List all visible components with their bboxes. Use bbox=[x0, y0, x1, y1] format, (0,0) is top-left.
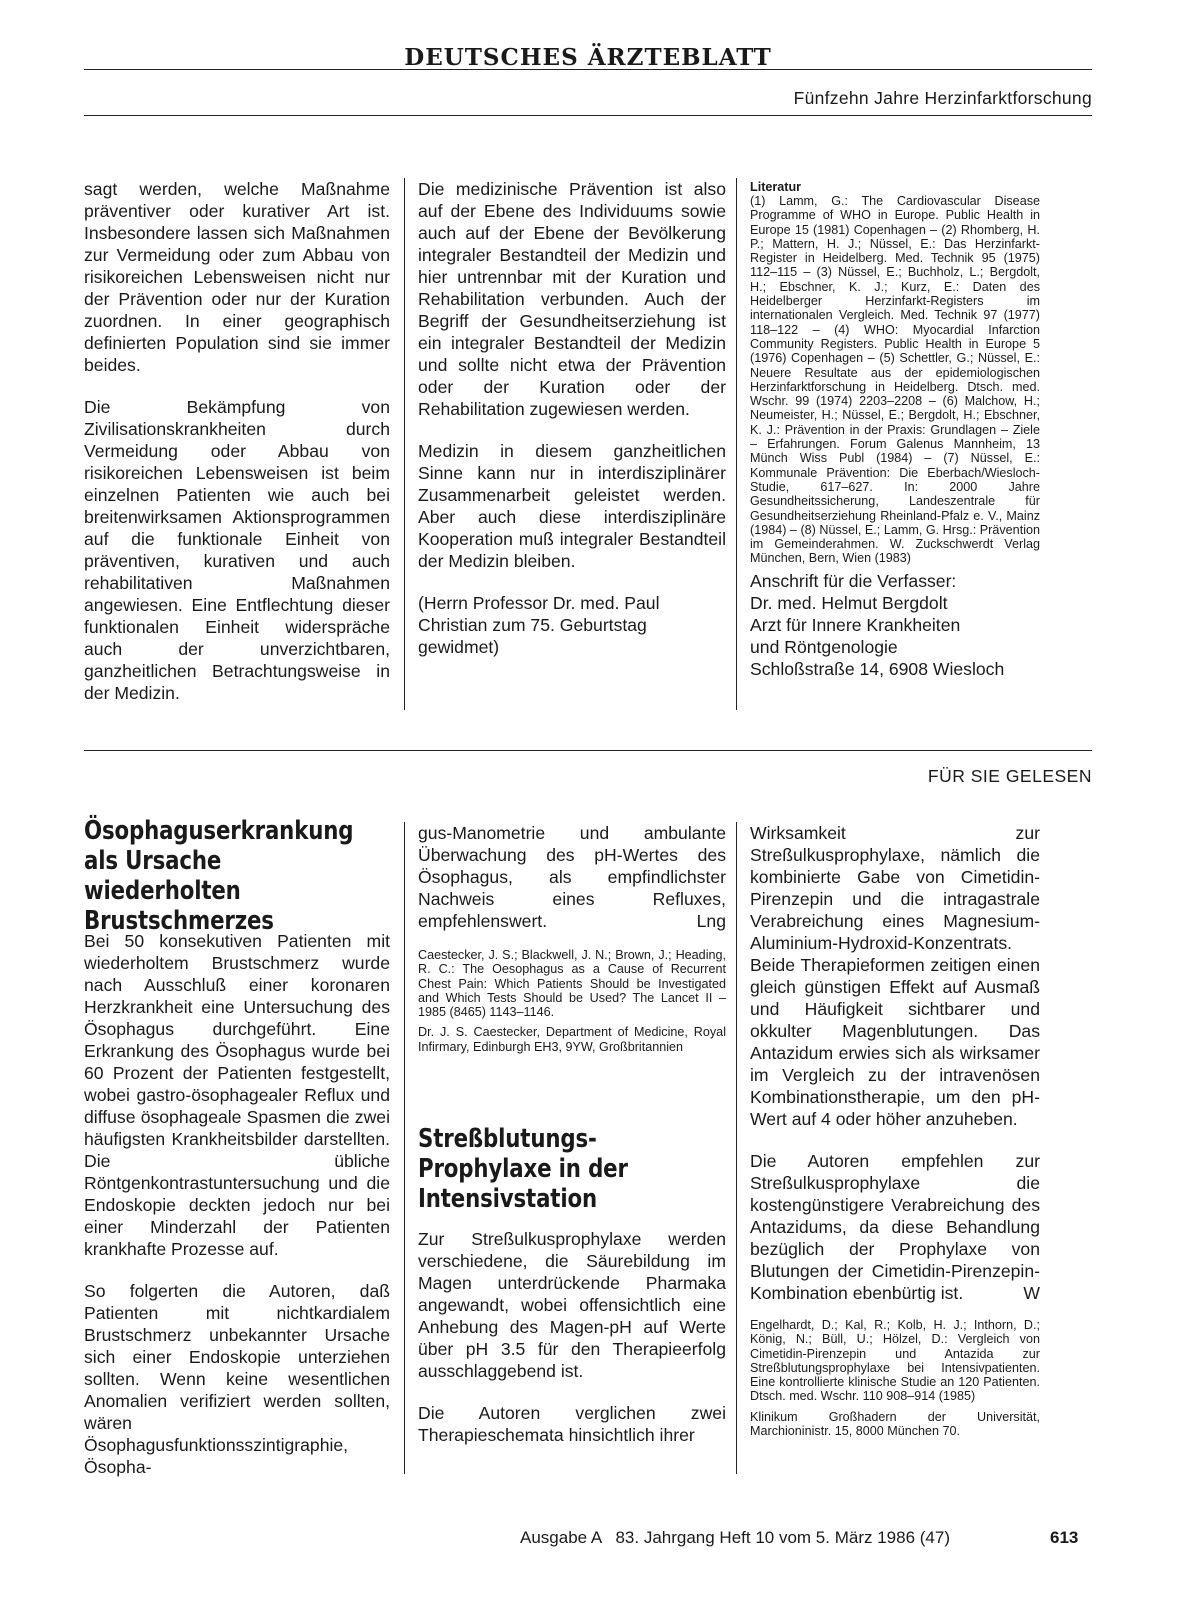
article2-column-1 bbox=[84, 930, 390, 1498]
article2-affiliation: Dr. J. S. Caestecker, Department of Medicine, Royal Infirmary, Edinburgh EH3, 9YW, Großbritannien bbox=[418, 1025, 726, 1054]
article3-signature: W bbox=[1023, 1283, 1040, 1303]
article1-paragraph: Die medizinische Prävention ist also auf der Ebene des Individuums sowie auch auf der Ebene der Bevölkerung integraler Bestandteil der Medizin und hier untrennbar mit der Kuration und Rehabilitation verbunden. Auch der Begriff der Gesundheitserziehung ist ein integraler Bestandteil der Medizin und sollte nicht etwa der Prävention oder der Kuration oder der Rehabilitation zugewiesen werden. bbox=[418, 179, 726, 419]
header-rule bbox=[84, 115, 1092, 116]
address-line: Schloßstraße 14, 6908 Wiesloch bbox=[750, 658, 1005, 679]
address-line: Dr. med. Helmut Bergdolt bbox=[750, 592, 948, 613]
article2-signature: Lng bbox=[696, 911, 726, 931]
article2-reference: Caestecker, J. S.; Blackwell, J. N.; Brown, J.; Heading, R. C.: The Oesophagus as a Cause of Recurrent Chest Pain: Which Patients Should be Investigated and Which Tests Should be Used? The Lancet II – 1985 (8465) 1143–1146. bbox=[418, 948, 726, 1020]
article3-paragraph: Die Autoren verglichen zwei Therapieschemata hinsichtlich ihrer bbox=[418, 1403, 726, 1445]
address-line: und Röntgenologie bbox=[750, 636, 898, 657]
author-address bbox=[750, 570, 1040, 680]
section-rule bbox=[84, 750, 1092, 751]
literature-list: (1) Lamm, G.: The Cardiovascular Disease Programme of WHO in Europe. Public Health in Europe 15 (1981) Copenhagen – (2) Rhomberg, H. P.; Mattern, H. J.; Nüssel, E.: Das Herzinfarkt-Register in Heidelberg. Med. Technik 95 (1975) 112–115 – (3) Nüssel, E.; Buchholz, L.; Bergdolt, H.; Ebschner, K. J.; Kurz, E.: Daten des Heidelberger Herzinfarkt-Registers im internationalen Vergleich. Med. Technik 97 (1977) 118–122 – (4) WHO: Myocardial Infarction Community Registers. Public Health in Europe 5 (1976) Copenhagen – (5) Schettler, G.; Nüssel, E.: Neuere Resultate aus der epidemiologischen Herzinfarktforschung in Heidelberg. Dtsch. med. Wschr. 99 (1974) 2203–2208 – (6) Malchow, H.; Neumeister, H.; Nüssel, E.; Bergdolt, H.; Ebschner, K. J.: Prävention in der Praxis: Grundlagen – Ziele – Erfahrungen. Forum Galenus Mannheim, 13 Münch Wiss Publ (1984) – (7) Nüssel, E.: Kommunale Prävention: Die Eberbach/Wiesloch-Studie, 617–627. In: 2000 Jahre Gesundheitssicherung, Landeszentrale für Gesundheitserziehung Rheinland-Pfalz e. V., Mainz (1984) – (8) Nüssel, E.; Lamm, G. Hrsg.: Prävention im Gemeinderahmen. W. Zuckschwerdt Verlag München, Bern, Wien (1983) bbox=[750, 194, 1040, 566]
article3-column-3 bbox=[750, 822, 1040, 1438]
masthead-rule bbox=[84, 69, 1092, 70]
article3-affiliation: Klinikum Großhadern der Universität, Marchioninistr. 15, 8000 München 70. bbox=[750, 1409, 1040, 1439]
column-divider bbox=[736, 178, 737, 710]
article2-paragraph-text: gus-Manometrie und ambulante Überwachung des pH-Wertes des Ösophagus, als empfindlichster Nachweis eines Refluxes, empfehlenswert. bbox=[418, 823, 726, 931]
article3-paragraph-text: Die Autoren empfehlen zur Streßulkusprophylaxe die kostengünstigere Verabreichung des Antazidums, da diese Behandlung bezüglich der Prophylaxe von Blutungen der Cimetidin-Pirenzepin-Kombination ebenbürtig ist. bbox=[750, 1151, 1040, 1303]
article2-headline-wrap bbox=[84, 816, 444, 936]
article1-paragraph: sagt werden, welche Maßnahme präventiver oder kurativer Art ist. Insbesondere lassen sich Maßnahmen zur Vermeidung oder zum Abbau von risikoreichen Lebensweisen nicht nur der Prävention oder nur der Kuration zuordnen. In einer geographisch definierten Population sind sie immer beides. bbox=[84, 179, 390, 375]
column-divider bbox=[404, 822, 405, 1474]
address-line: Anschrift für die Verfasser: bbox=[750, 570, 957, 591]
article3-headline: Streßblutungs-Prophylaxe in der Intensivstation bbox=[418, 1124, 628, 1214]
article1-paragraph: Die Bekämpfung von Zivilisationskrankheiten durch Vermeidung oder Abbau von risikoreichen Lebensweisen ist beim einzelnen Patienten wie auch bei breitenwirksamen Aktionsprogrammen auf die funktionale Einheit von präventiven, kurativen und auch rehabilitativen Maßnahmen angewiesen. Eine Entflechtung dieser funktionalen Einheit widerspräche auch der unverzichtbaren, ganzheitlichen Betrachtungsweise in der Medizin. bbox=[84, 397, 390, 703]
article1-column-2 bbox=[418, 178, 726, 678]
dedication: (Herrn Professor Dr. med. Paul Christian zum 75. Geburtstag gewidmet) bbox=[418, 593, 660, 657]
issue-line: Ausgabe A 83. Jahrgang Heft 10 vom 5. März 1986 (47) bbox=[520, 1528, 950, 1547]
article1-column-3 bbox=[750, 180, 1040, 680]
article3-headline-wrap bbox=[418, 1124, 778, 1214]
article3-column-2 bbox=[418, 1228, 726, 1466]
section-label: FÜR SIE GELESEN bbox=[927, 766, 1092, 786]
article1-column-1 bbox=[84, 178, 390, 724]
column-divider bbox=[404, 178, 405, 710]
article2-headline: Ösophaguserkrankung als Ursache wiederholten Brustschmerzes bbox=[84, 816, 354, 936]
masthead: DEUTSCHES ÄRZTEBLATT bbox=[404, 44, 772, 71]
article2-paragraph: So folgerten die Autoren, daß Patienten mit nichtkardialem Brustschmerz unbekannter Ursache sich einer Endoskopie unterziehen sollten. Wenn keine wesentlichen Anomalien verifiziert werden sollten, wären Ösophagusfunktionsszintigraphie, Ösopha- bbox=[84, 1281, 390, 1477]
article2-column-2 bbox=[418, 822, 726, 1054]
address-line: Arzt für Innere Krankheiten bbox=[750, 614, 961, 635]
article2-paragraph bbox=[418, 822, 726, 932]
article3-paragraph: Wirksamkeit zur Streßulkusprophylaxe, nämlich die kombinierte Gabe von Cimetidin-Pirenzepin und die intragastrale Verabreichung eines Magnesium-Aluminium-Hydroxid-Konzentrats. Beide Therapieformen zeitigen einen gleich günstigen Effekt auf Ausmaß und Häufigkeit sichtbarer und okkulter Magenblutungen. Das Antazidum erwies sich als wirksamer im Vergleich zu der intravenösen Kombinationstherapie, um den pH-Wert auf 4 oder höher anzuheben. bbox=[750, 823, 1040, 1129]
column-divider bbox=[736, 822, 737, 1474]
page-number: 613 bbox=[1050, 1528, 1079, 1547]
literature-title: Literatur bbox=[750, 180, 802, 194]
article3-paragraph: Zur Streßulkusprophylaxe werden verschiedene, die Säurebildung im Magen unterdrückende Pharmaka angewandt, wobei offensichtlich eine Anhebung des Magen-pH auf Werte über pH 3.5 für den Therapieerfolg ausschlaggebend ist. bbox=[418, 1229, 726, 1381]
series-title: Fünfzehn Jahre Herzinfarktforschung bbox=[793, 88, 1092, 108]
article1-paragraph: Medizin in diesem ganzheitlichen Sinne kann nur in interdisziplinärer Zusammenarbeit geleistet werden. Aber auch diese interdisziplinäre Kooperation muß integraler Bestandteil der Medizin bleiben. bbox=[418, 441, 726, 571]
article2-paragraph: Bei 50 konsekutiven Patienten mit wiederholtem Brustschmerz wurde nach Ausschluß einer koronaren Herzkrankheit eine Untersuchung des Ösophagus durchgeführt. Eine Erkrankung des Ösophagus wurde bei 60 Prozent der Patienten festgestellt, wobei gastro-ösophagealer Reflux und diffuse ösophageale Spasmen die zwei häufigsten Krankheitsbilder darstellten. Die übliche Röntgenkontrastuntersuchung und die Endoskopie deckten jedoch nur bei einer Minderzahl der Patienten krankhafte Prozesse auf. bbox=[84, 931, 390, 1259]
article3-reference: Engelhardt, D.; Kal, R.; Kolb, H. J.; Inthorn, D.; König, N.; Büll, U.; Hölzel, D.: Vergleich von Cimetidin-Pirenzepin und Antazida zur Streßblutungsprophylaxe bei Intensivpatienten. Eine kontrollierte klinische Studie an 120 Patienten. Dtsch. med. Wschr. 110 908–914 (1985) bbox=[750, 1318, 1040, 1404]
article3-paragraph bbox=[750, 1150, 1040, 1304]
